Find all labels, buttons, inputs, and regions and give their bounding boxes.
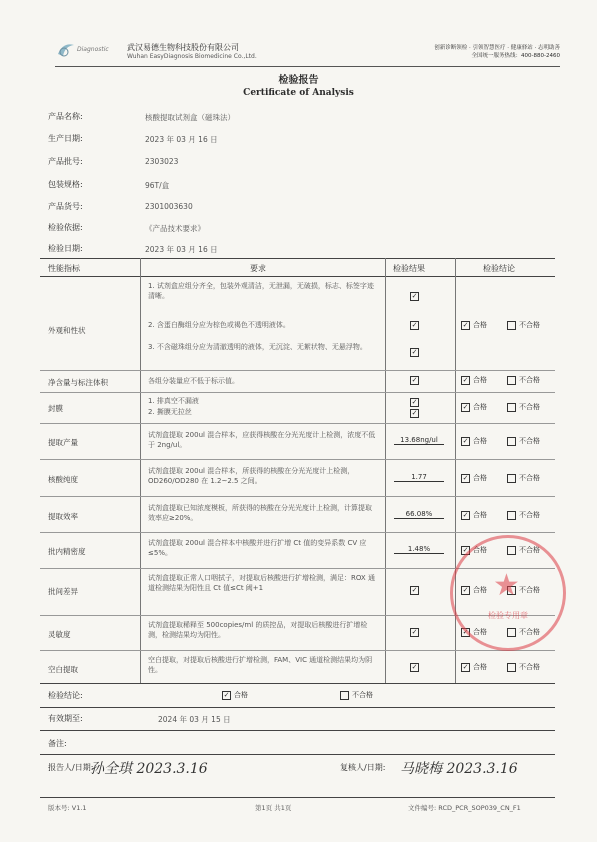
version-number: 版本号: V1.1 — [48, 804, 87, 812]
req-seal-2: 2. 撕膜无拉丝 — [148, 408, 192, 416]
basis-label: 检验依据: — [48, 223, 83, 232]
result-yield: 13.68ng/ul — [394, 436, 444, 445]
final-pass-label: 合格 — [234, 691, 248, 699]
param-net-content: 净含量与标注体积 — [48, 378, 108, 387]
param-purity: 核酸纯度 — [48, 475, 78, 484]
final-fail-checkbox — [340, 691, 349, 700]
req-seal-1: 1. 排真空不漏液 — [148, 397, 199, 405]
req-purity: 试剂盒提取 200ul 混合样本，所获得的核酸在分光光度计上检测，OD260/OD280 在 1.2~2.5 之间。 — [148, 467, 355, 485]
table-header-border — [40, 276, 555, 277]
table-top-border — [40, 258, 555, 259]
header-slogan — [434, 44, 560, 60]
batch-value: 2303023 — [145, 157, 179, 166]
product-name-value: 核酸提取试剂盒（磁珠法） — [145, 113, 235, 122]
page-number: 第1页 共1页 — [255, 804, 292, 812]
hotline: 全国统一服务热线：400-880-2460 — [471, 53, 560, 59]
batch-label: 产品批号: — [48, 157, 83, 166]
result-check-box: ✓ — [411, 348, 418, 356]
req-net-content: 各组分装量应不低于标示值。 — [148, 377, 239, 385]
fail-checkbox — [507, 321, 516, 330]
fail-label: 不合格 — [519, 663, 540, 671]
production-date-label: 生产日期: — [48, 134, 83, 143]
req-precision: 试剂盒提取 200ul 混合样本中核酸并进行扩增 Ct 值的变异系数 CV 应≤5%。 — [148, 539, 367, 557]
header-result: 检验结果 — [393, 264, 425, 273]
row-divider — [40, 650, 555, 651]
param-blank: 空白提取 — [48, 665, 78, 674]
fail-label: 不合格 — [519, 474, 540, 482]
param-efficiency: 提取效率 — [48, 512, 78, 521]
param-inter-batch: 批间差异 — [48, 587, 78, 596]
pass-checkbox: ✓ — [462, 546, 469, 554]
stamp-text: 检验专用章 — [488, 611, 528, 620]
pass-label: 合格 — [473, 511, 487, 519]
fail-label: 不合格 — [519, 628, 540, 636]
fail-checkbox — [507, 511, 516, 520]
pass-checkbox: ✓ — [462, 376, 469, 384]
reporter-signature: 孙全琪 2023.3.16 — [90, 761, 208, 777]
col-divider-1 — [140, 258, 141, 683]
row-divider — [40, 423, 555, 424]
result-purity: 1.77 — [394, 473, 444, 482]
fail-label: 不合格 — [519, 511, 540, 519]
product-name-label: 产品名称: — [48, 112, 83, 121]
req-blank: 空白提取，对提取后核酸进行扩增检测，FAM、VIC 通道检测结果均为阴性。 — [148, 656, 373, 674]
pass-checkbox: ✓ — [462, 586, 469, 594]
package-value: 96T/盒 — [145, 181, 170, 190]
req-appearance-3: 3. 不含磁珠组分应为清澈透明的液体，无沉淀、无絮状物、无悬浮物。 — [148, 343, 367, 351]
pass-checkbox: ✓ — [462, 628, 469, 636]
param-appearance: 外观和性状 — [48, 326, 86, 335]
pass-checkbox: ✓ — [462, 511, 469, 519]
result-check-box: ✓ — [411, 321, 418, 329]
row-divider — [40, 370, 555, 371]
fail-checkbox — [507, 663, 516, 672]
header-requirement: 要求 — [250, 264, 266, 273]
conclusion-label: 检验结论: — [48, 691, 83, 700]
catalog-label: 产品货号: — [48, 202, 83, 211]
pass-label: 合格 — [473, 628, 487, 636]
inspection-stamp — [450, 535, 566, 651]
fail-checkbox — [507, 437, 516, 446]
company-name-en: Wuhan EasyDiagnosis Biomedicine Co.,Ltd. — [127, 53, 257, 60]
pass-label: 合格 — [473, 376, 487, 384]
remarks-label: 备注: — [48, 739, 67, 748]
test-date-value: 2023 年 03 月 16 日 — [145, 245, 218, 254]
slogan-line: 创新诊断领检 · 引领智慧医疗 · 健康驿站 · 志明助善 — [434, 45, 560, 51]
result-check-box: ✓ — [411, 663, 418, 671]
fail-checkbox — [507, 376, 516, 385]
reporter-label: 报告人/日期: — [48, 763, 94, 772]
reviewer-label: 复核人/日期: — [340, 763, 386, 772]
pass-label: 合格 — [473, 546, 487, 554]
document-number: 文件编号: RCD_PCR_SOP039_CN_F1 — [408, 804, 521, 812]
final-pass-checkbox: ✓ — [223, 691, 230, 699]
table-bottom-border — [40, 683, 555, 684]
fail-checkbox — [507, 474, 516, 483]
row-divider — [40, 496, 555, 497]
letterhead — [55, 38, 560, 67]
result-efficiency: 66.08% — [394, 510, 444, 519]
fail-label: 不合格 — [519, 546, 540, 554]
pass-label: 合格 — [473, 663, 487, 671]
divider — [40, 730, 555, 731]
company-logo — [55, 40, 115, 60]
result-precision: 1.48% — [394, 545, 444, 554]
fail-label: 不合格 — [519, 403, 540, 411]
report-title: 检验报告 — [278, 75, 319, 86]
fail-checkbox — [507, 403, 516, 412]
pass-label: 合格 — [473, 321, 487, 329]
row-divider — [40, 392, 555, 393]
pass-checkbox: ✓ — [462, 403, 469, 411]
row-divider — [40, 459, 555, 460]
test-date-label: 检验日期: — [48, 244, 83, 253]
pass-label: 合格 — [473, 474, 487, 482]
package-label: 包装规格: — [48, 180, 83, 189]
company-name-cn: 武汉易德生物科技股份有限公司 — [127, 43, 239, 52]
pass-label: 合格 — [473, 437, 487, 445]
pass-checkbox: ✓ — [462, 474, 469, 482]
pass-label: 合格 — [473, 586, 487, 594]
result-check-box: ✓ — [411, 398, 418, 406]
fail-label: 不合格 — [519, 376, 540, 384]
param-precision: 批内精密度 — [48, 547, 86, 556]
divider — [40, 707, 555, 708]
header-param: 性能指标 — [48, 264, 80, 273]
footer-divider — [40, 797, 555, 798]
report-subtitle: Certificate of Analysis — [243, 88, 354, 98]
result-check-box: ✓ — [411, 376, 418, 384]
param-sensitivity: 灵敏度 — [48, 630, 71, 639]
result-check-box: ✓ — [411, 409, 418, 417]
result-check-box: ✓ — [411, 292, 418, 300]
final-fail-label: 不合格 — [352, 691, 373, 699]
req-appearance-2: 2. 含蛋白酶组分应为棕色或褐色不透明液体。 — [148, 321, 290, 329]
expiry-label: 有效期至: — [48, 714, 83, 723]
pass-checkbox: ✓ — [462, 321, 469, 329]
param-yield: 提取产量 — [48, 438, 78, 447]
pass-checkbox: ✓ — [462, 437, 469, 445]
stamp-star-icon: ★ — [493, 568, 520, 603]
req-inter-batch: 试剂盒提取正常人口咽拭子，对提取后核酸进行扩增检测，满足：ROX 通道检测结果为阳性且 Ct 值≤Ct 阈+1 — [148, 574, 375, 592]
param-seal: 封膜 — [48, 404, 63, 413]
reviewer-signature: 马晓梅 2023.3.16 — [400, 761, 518, 777]
expiry-value: 2024 年 03 月 15 日 — [158, 715, 231, 724]
divider — [40, 754, 555, 755]
catalog-value: 2301003630 — [145, 202, 193, 211]
result-check-box: ✓ — [411, 628, 418, 636]
pass-checkbox: ✓ — [462, 663, 469, 671]
fail-label: 不合格 — [519, 586, 540, 594]
basis-value: 《产品技术要求》 — [145, 224, 205, 233]
col-divider-2 — [385, 258, 386, 683]
req-efficiency: 试剂盒提取已知浓度模板，所获得的核酸在分光光度计上检测，计算提取效率应≥20%。 — [148, 504, 372, 522]
req-sensitivity: 试剂盒提取稀释至 500copies/ml 的质控品，对提取后核酸进行扩增检测，检测结果均为阳性。 — [148, 621, 368, 639]
result-check-box: ✓ — [411, 586, 418, 594]
fail-label: 不合格 — [519, 437, 540, 445]
row-divider — [40, 532, 555, 533]
header-conclusion: 检验结论 — [483, 264, 515, 273]
logo-swirl-icon — [55, 40, 77, 60]
logo-text: Diagnostic — [77, 46, 109, 53]
pass-label: 合格 — [473, 403, 487, 411]
req-appearance-1: 1. 试剂盒应组分齐全，包装外观清洁，无泄漏，无破损，标志、标签字迹清晰。 — [148, 282, 374, 300]
fail-label: 不合格 — [519, 321, 540, 329]
req-yield: 试剂盒提取 200ul 混合样本，应获得核酸在分光光度计上检测，浓度不低于 2ng/ul。 — [148, 431, 376, 449]
production-date-value: 2023 年 03 月 16 日 — [145, 135, 218, 144]
